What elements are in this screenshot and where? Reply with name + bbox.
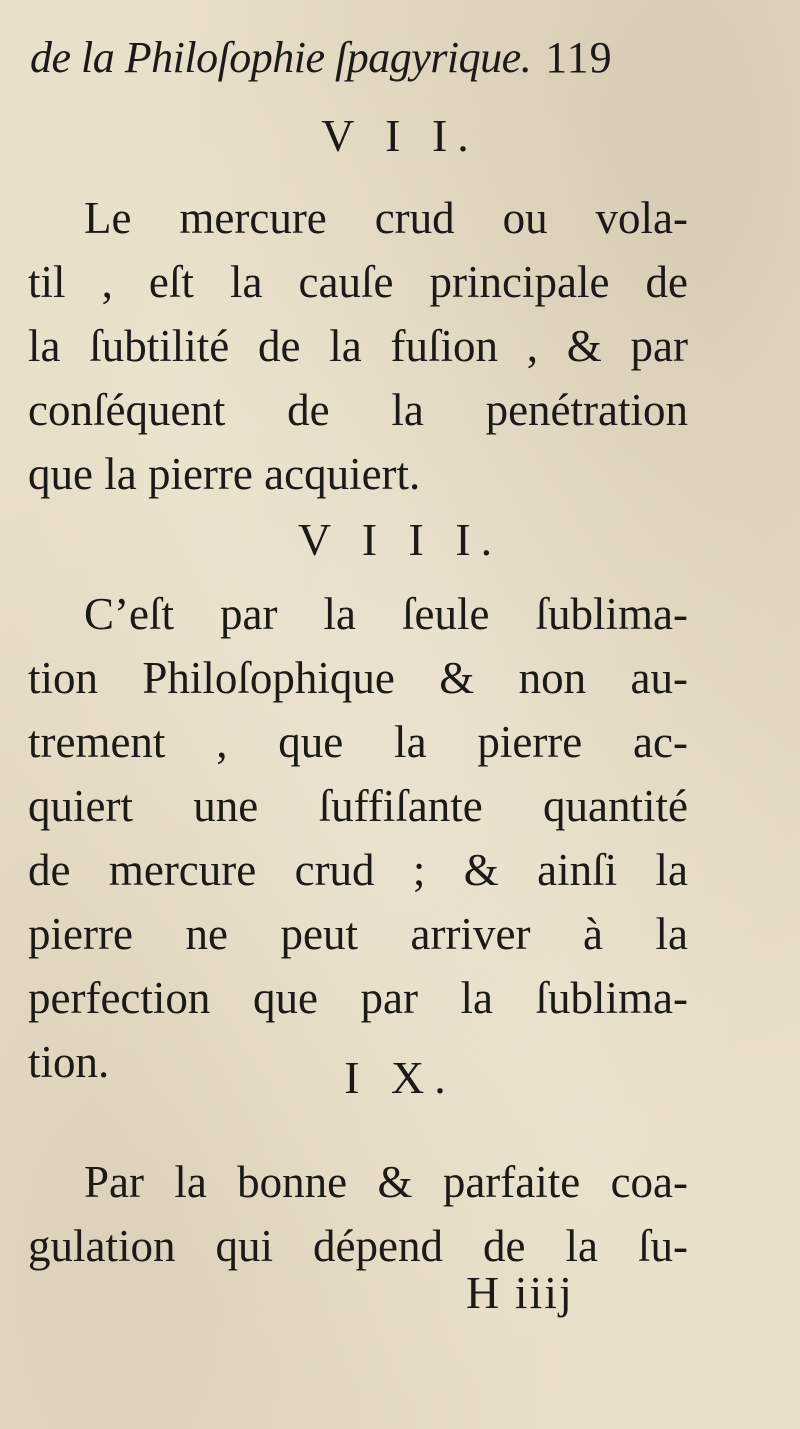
text-line: trement , que la pierre ac- xyxy=(28,717,688,767)
text-line: gulation qui dépend de la ſu- xyxy=(28,1221,688,1271)
text-line: quiert une ſuffiſante quantité xyxy=(28,781,688,831)
text-line: til , eſt la cauſe principale de xyxy=(28,257,688,307)
section-ix-paragraph xyxy=(28,1150,688,1278)
running-head-title: de la Philoſophie ſpagyrique. xyxy=(30,33,532,82)
text-line: pierre ne peut arriver à la xyxy=(28,909,688,959)
text-line: que la pierre acquiert. xyxy=(28,449,421,499)
section-heading-vii: V I I. xyxy=(321,110,479,161)
text-line: de mercure crud ; & ainſi la xyxy=(28,845,688,895)
section-vii-paragraph xyxy=(28,186,688,506)
text-line: C’eſt par la ſeule ſublima- xyxy=(84,589,688,639)
text-line: la ſubtilité de la fuſion , & par xyxy=(28,321,688,371)
text-line: Le mercure crud ou vola- xyxy=(84,193,688,243)
page-number: 119 xyxy=(545,33,613,82)
section-heading-ix: I X. xyxy=(344,1052,456,1103)
text-line: Par la bonne & parfaite coa- xyxy=(84,1157,688,1207)
text-line: tion Philoſophique & non au- xyxy=(28,653,688,703)
section-viii-paragraph xyxy=(28,582,688,1094)
running-head xyxy=(30,30,690,86)
text-line: perfection que par la ſublima- xyxy=(28,973,688,1023)
section-heading-viii: V I I I. xyxy=(297,514,503,565)
text-line: conſéquent de la penétration xyxy=(28,385,688,435)
text-line: tion. xyxy=(28,1037,110,1087)
signature-mark: H iiij xyxy=(466,1267,574,1318)
